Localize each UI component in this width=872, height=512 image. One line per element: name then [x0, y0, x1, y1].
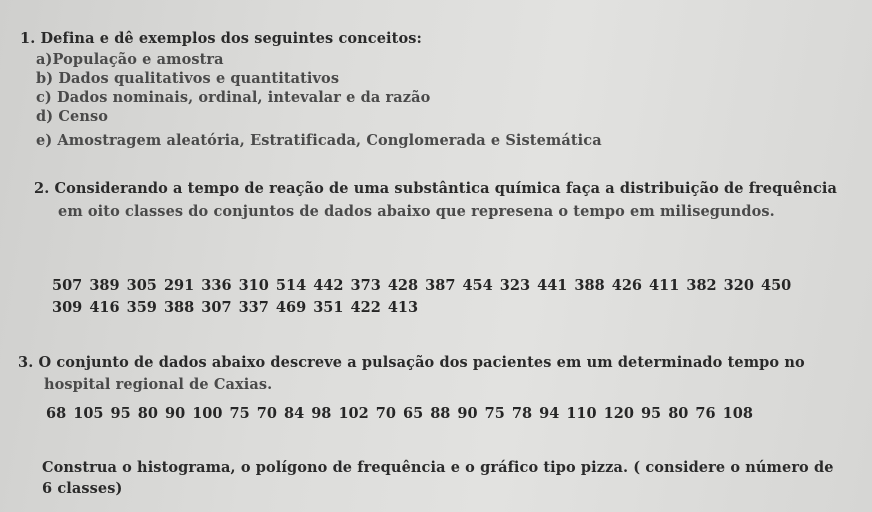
- question-1-item-b: b) Dados qualitativos e quantitativos: [36, 70, 340, 87]
- question-3-instruction-line-2: 6 classes): [42, 480, 123, 497]
- question-3-text-line-2: hospital regional de Caxias.: [44, 376, 273, 393]
- question-1-item-d: d) Censo: [36, 108, 108, 125]
- question-1-item-c: c) Dados nominais, ordinal, intevalar e da razão: [36, 89, 431, 106]
- question-3-instruction-line-1: Construa o histograma, o polígono de frequência e o gráfico tipo pizza. ( considere o número de: [42, 459, 834, 476]
- question-2-data-line-1: 507 389 305 291 336 310 514 442 373 428 387 454 323 441 388 426 411 382 320 450: [52, 277, 792, 294]
- question-2-data-line-2: 309 416 359 388 307 337 469 351 422 413: [52, 299, 419, 316]
- question-2-text-line-1: 2. Considerando a tempo de reação de uma substântica química faça a distribuição de frequência: [34, 180, 837, 197]
- question-2-text-line-2: em oito classes do conjuntos de dados abaixo que represena o tempo em milisegundos.: [58, 203, 775, 220]
- question-1-item-a: a)População e amostra: [36, 51, 224, 68]
- question-3-data-line: 68 105 95 80 90 100 75 70 84 98 102 70 65 88 90 75 78 94 110 120 95 80 76 108: [46, 405, 753, 422]
- question-3-text-line-1: 3. O conjunto de dados abaixo descreve a pulsação dos pacientes em um determinado tempo no: [18, 354, 805, 371]
- question-1-title: 1. Defina e dê exemplos dos seguintes conceitos:: [20, 30, 422, 47]
- question-1-item-e: e) Amostragem aleatória, Estratificada, Conglomerada e Sistemática: [36, 132, 602, 149]
